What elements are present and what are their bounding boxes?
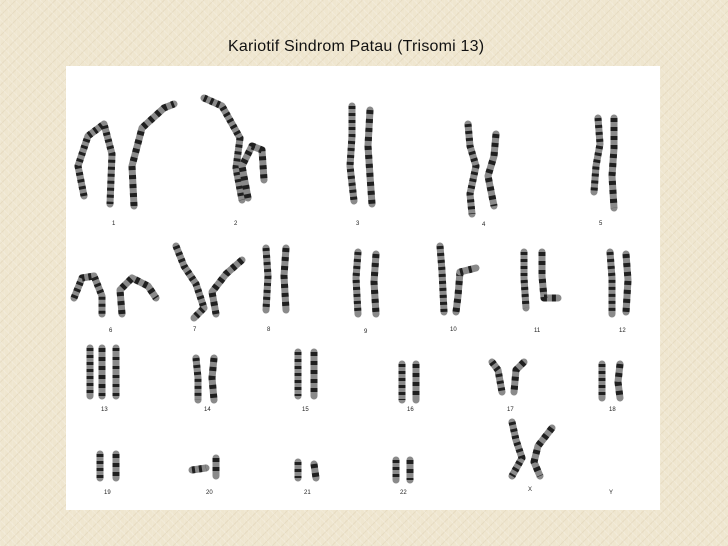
chromosome-label-17: 17 [507,407,514,413]
slide-title: Kariotif Sindrom Patau (Trisomi 13) [228,38,485,55]
chromosome-label-15: 15 [302,407,309,413]
chromosome-label-4: 4 [482,222,486,228]
chromatid [176,246,204,318]
chromosome-label-9: 9 [364,329,368,335]
chromosome-group-15 [298,352,314,396]
chromosome-label-22: 22 [400,490,407,496]
chromosome-group-17 [492,362,524,392]
chromosome-label-13: 13 [101,407,108,413]
chromosome-label-1: 1 [112,221,116,227]
chromosome-group-2 [204,98,264,200]
chromosome-label-14: 14 [204,407,211,413]
chromosome-group-16 [402,364,416,400]
chromosome-group-7 [176,246,242,318]
chromosome-label-21: 21 [304,490,311,496]
chromosome-label-3: 3 [356,221,360,227]
chromosome-label-18: 18 [609,407,616,413]
chromosome-group-20 [192,458,216,476]
chromosome-label-11: 11 [534,328,541,334]
chromosome-group-1 [78,104,174,206]
chromosome-group-9 [356,252,376,314]
chromosome-label-16: 16 [407,407,414,413]
chromosome-group-12 [610,252,628,314]
chromosome-group-x [512,422,552,476]
chromosome-label-6: 6 [109,328,113,334]
chromosome-label-5: 5 [599,221,603,227]
chromosome-group-18 [602,364,620,398]
chromosome-group-10 [440,246,476,312]
chromosome-group-21 [298,462,316,478]
chromosome-label-7: 7 [193,327,197,333]
chromatid [78,124,112,204]
chromosome-group-19 [100,454,116,478]
chromosome-label-19: 19 [104,490,111,496]
chromatid [204,98,242,200]
chromosome-label-20: 20 [206,490,213,496]
chromosome-group-5 [594,118,614,208]
chromosome-group-4 [468,124,496,214]
karyotype-image [66,66,660,510]
karyotype-panel [66,66,660,510]
chromosome-label-y: Y [609,490,614,496]
chromosome-label-8: 8 [267,327,271,333]
chromosome-group-3 [350,106,372,204]
chromosome-group-6 [74,276,156,314]
chromosome-group-14 [196,358,214,400]
chromosome-label-12: 12 [619,328,626,334]
chromosome-label-x: X [528,487,533,493]
chromosome-label-2: 2 [234,221,238,227]
chromosome-group-22 [396,460,410,480]
chromatid [242,146,264,198]
chromosome-group-11 [524,252,558,308]
chromosome-label-10: 10 [450,327,457,333]
chromosome-group-13 [90,348,116,396]
chromosome-group-8 [266,248,286,310]
